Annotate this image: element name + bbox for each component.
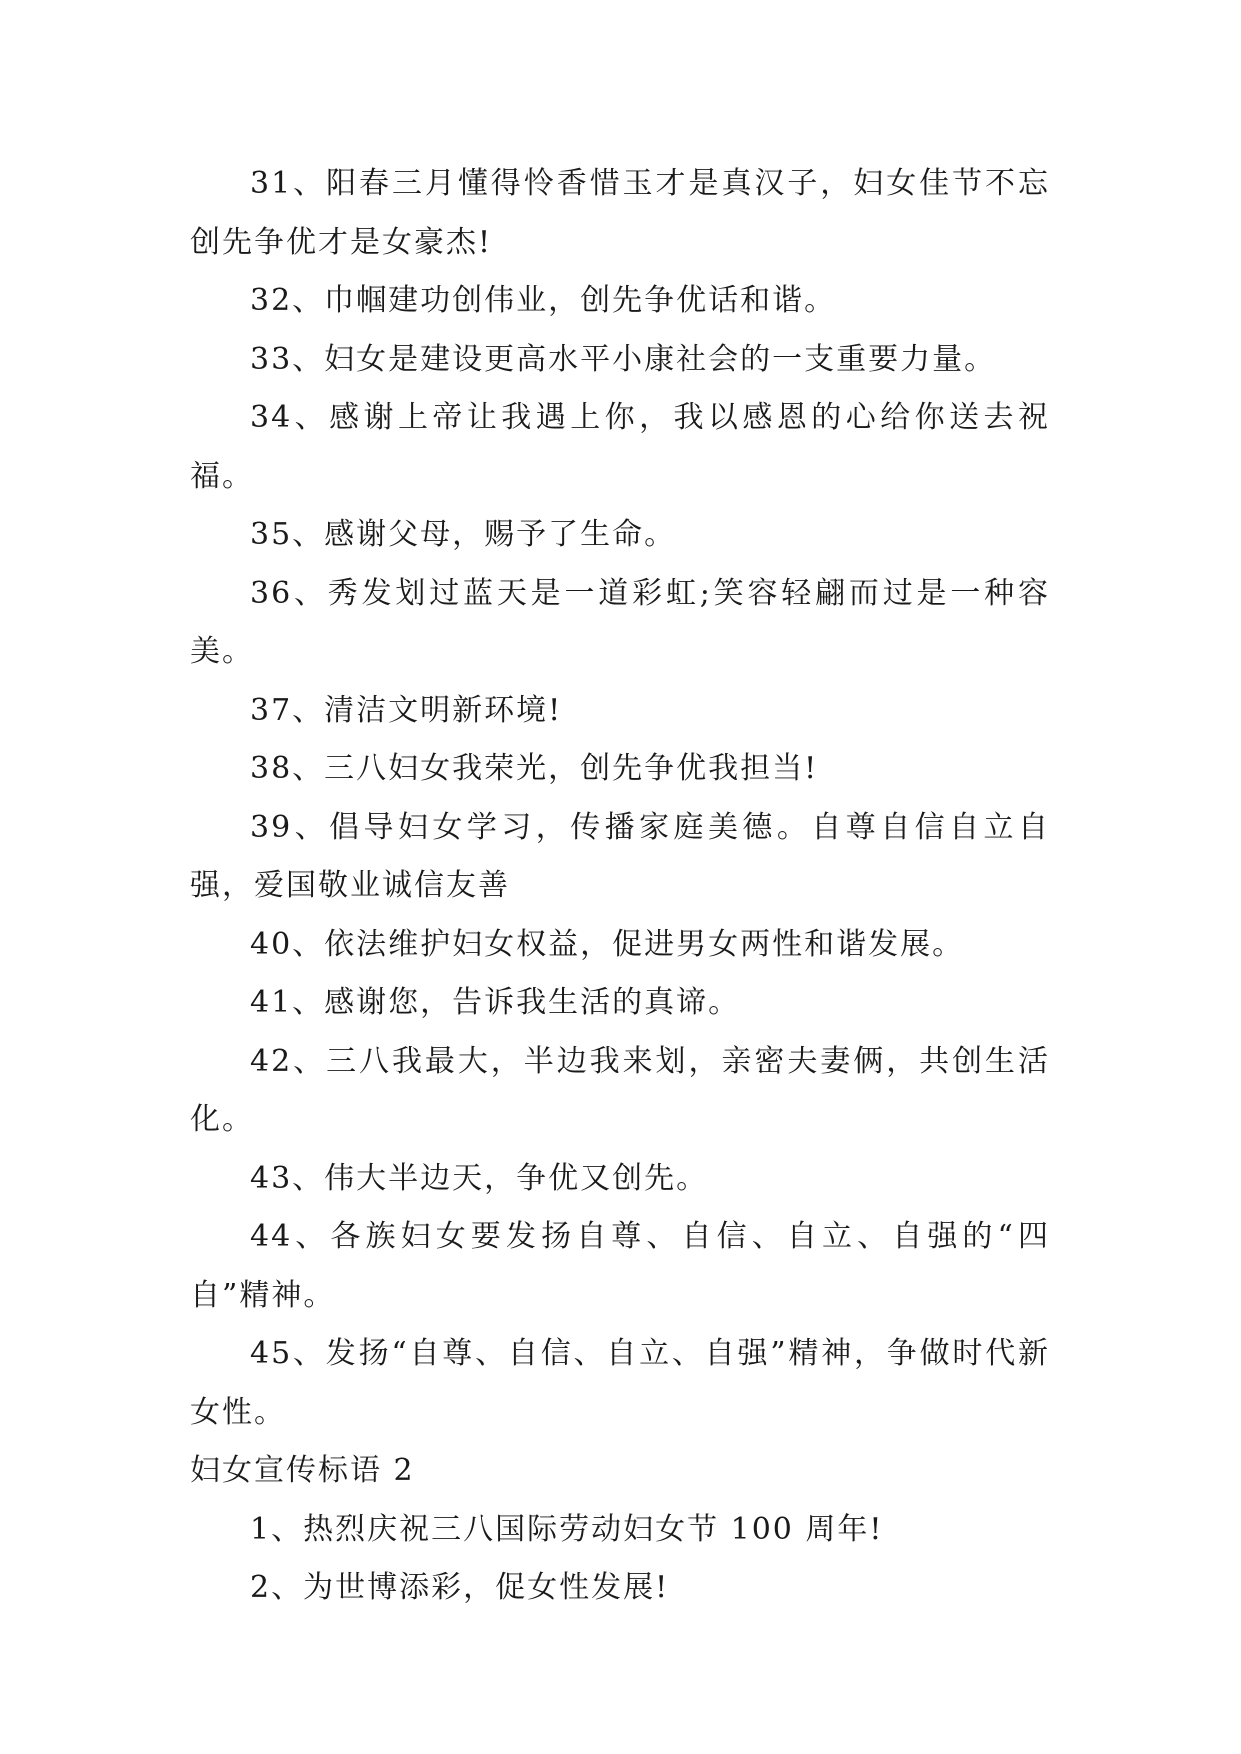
slogan-43: 43、伟大半边天，争优又创先。	[250, 1160, 709, 1196]
slogan-42: 42、三八我最大，半边我来划，亲密夫妻俩，共创生活化。	[190, 1043, 1050, 1137]
slogan-2-1: 1、热烈庆祝三八国际劳动妇女节 100 周年!	[250, 1511, 884, 1547]
slogan-35: 35、感谢父母，赐予了生命。	[250, 517, 677, 552]
document-body	[190, 155, 1050, 1618]
slogan-31: 31、阳春三月懂得怜香惜玉才是真汉子，妇女佳节不忘创先争优才是女豪杰!	[190, 166, 1050, 260]
slogan-39: 39、倡导妇女学习，传播家庭美德。自尊自信自立自强，爱国敬业诚信友善	[190, 809, 1050, 903]
slogan-44: 44、各族妇女要发扬自尊、自信、自立、自强的“四自”精神。	[190, 1219, 1050, 1313]
slogan-36: 36、秀发划过蓝天是一道彩虹;笑容轻翩而过是一种容美。	[190, 575, 1050, 669]
slogan-45: 45、发扬“自尊、自信、自立、自强”精神，争做时代新女性。	[190, 1336, 1050, 1430]
slogan-40: 40、依法维护妇女权益，促进男女两性和谐发展。	[250, 926, 965, 962]
slogan-37: 37、清洁文明新环境!	[250, 692, 563, 728]
slogan-38: 38、三八妇女我荣光，创先争优我担当!	[250, 751, 819, 786]
slogan-32: 32、巾帼建功创伟业，创先争优话和谐。	[250, 283, 837, 318]
slogan-41: 41、感谢您，告诉我生活的真谛。	[250, 985, 741, 1020]
slogan-33: 33、妇女是建设更高水平小康社会的一支重要力量。	[250, 341, 997, 377]
section-heading: 妇女宣传标语 2	[190, 1453, 415, 1488]
slogan-34: 34、感谢上帝让我遇上你，我以感恩的心给你送去祝福。	[190, 400, 1050, 494]
slogan-2-2: 2、为世博添彩，促女性发展!	[250, 1570, 670, 1605]
